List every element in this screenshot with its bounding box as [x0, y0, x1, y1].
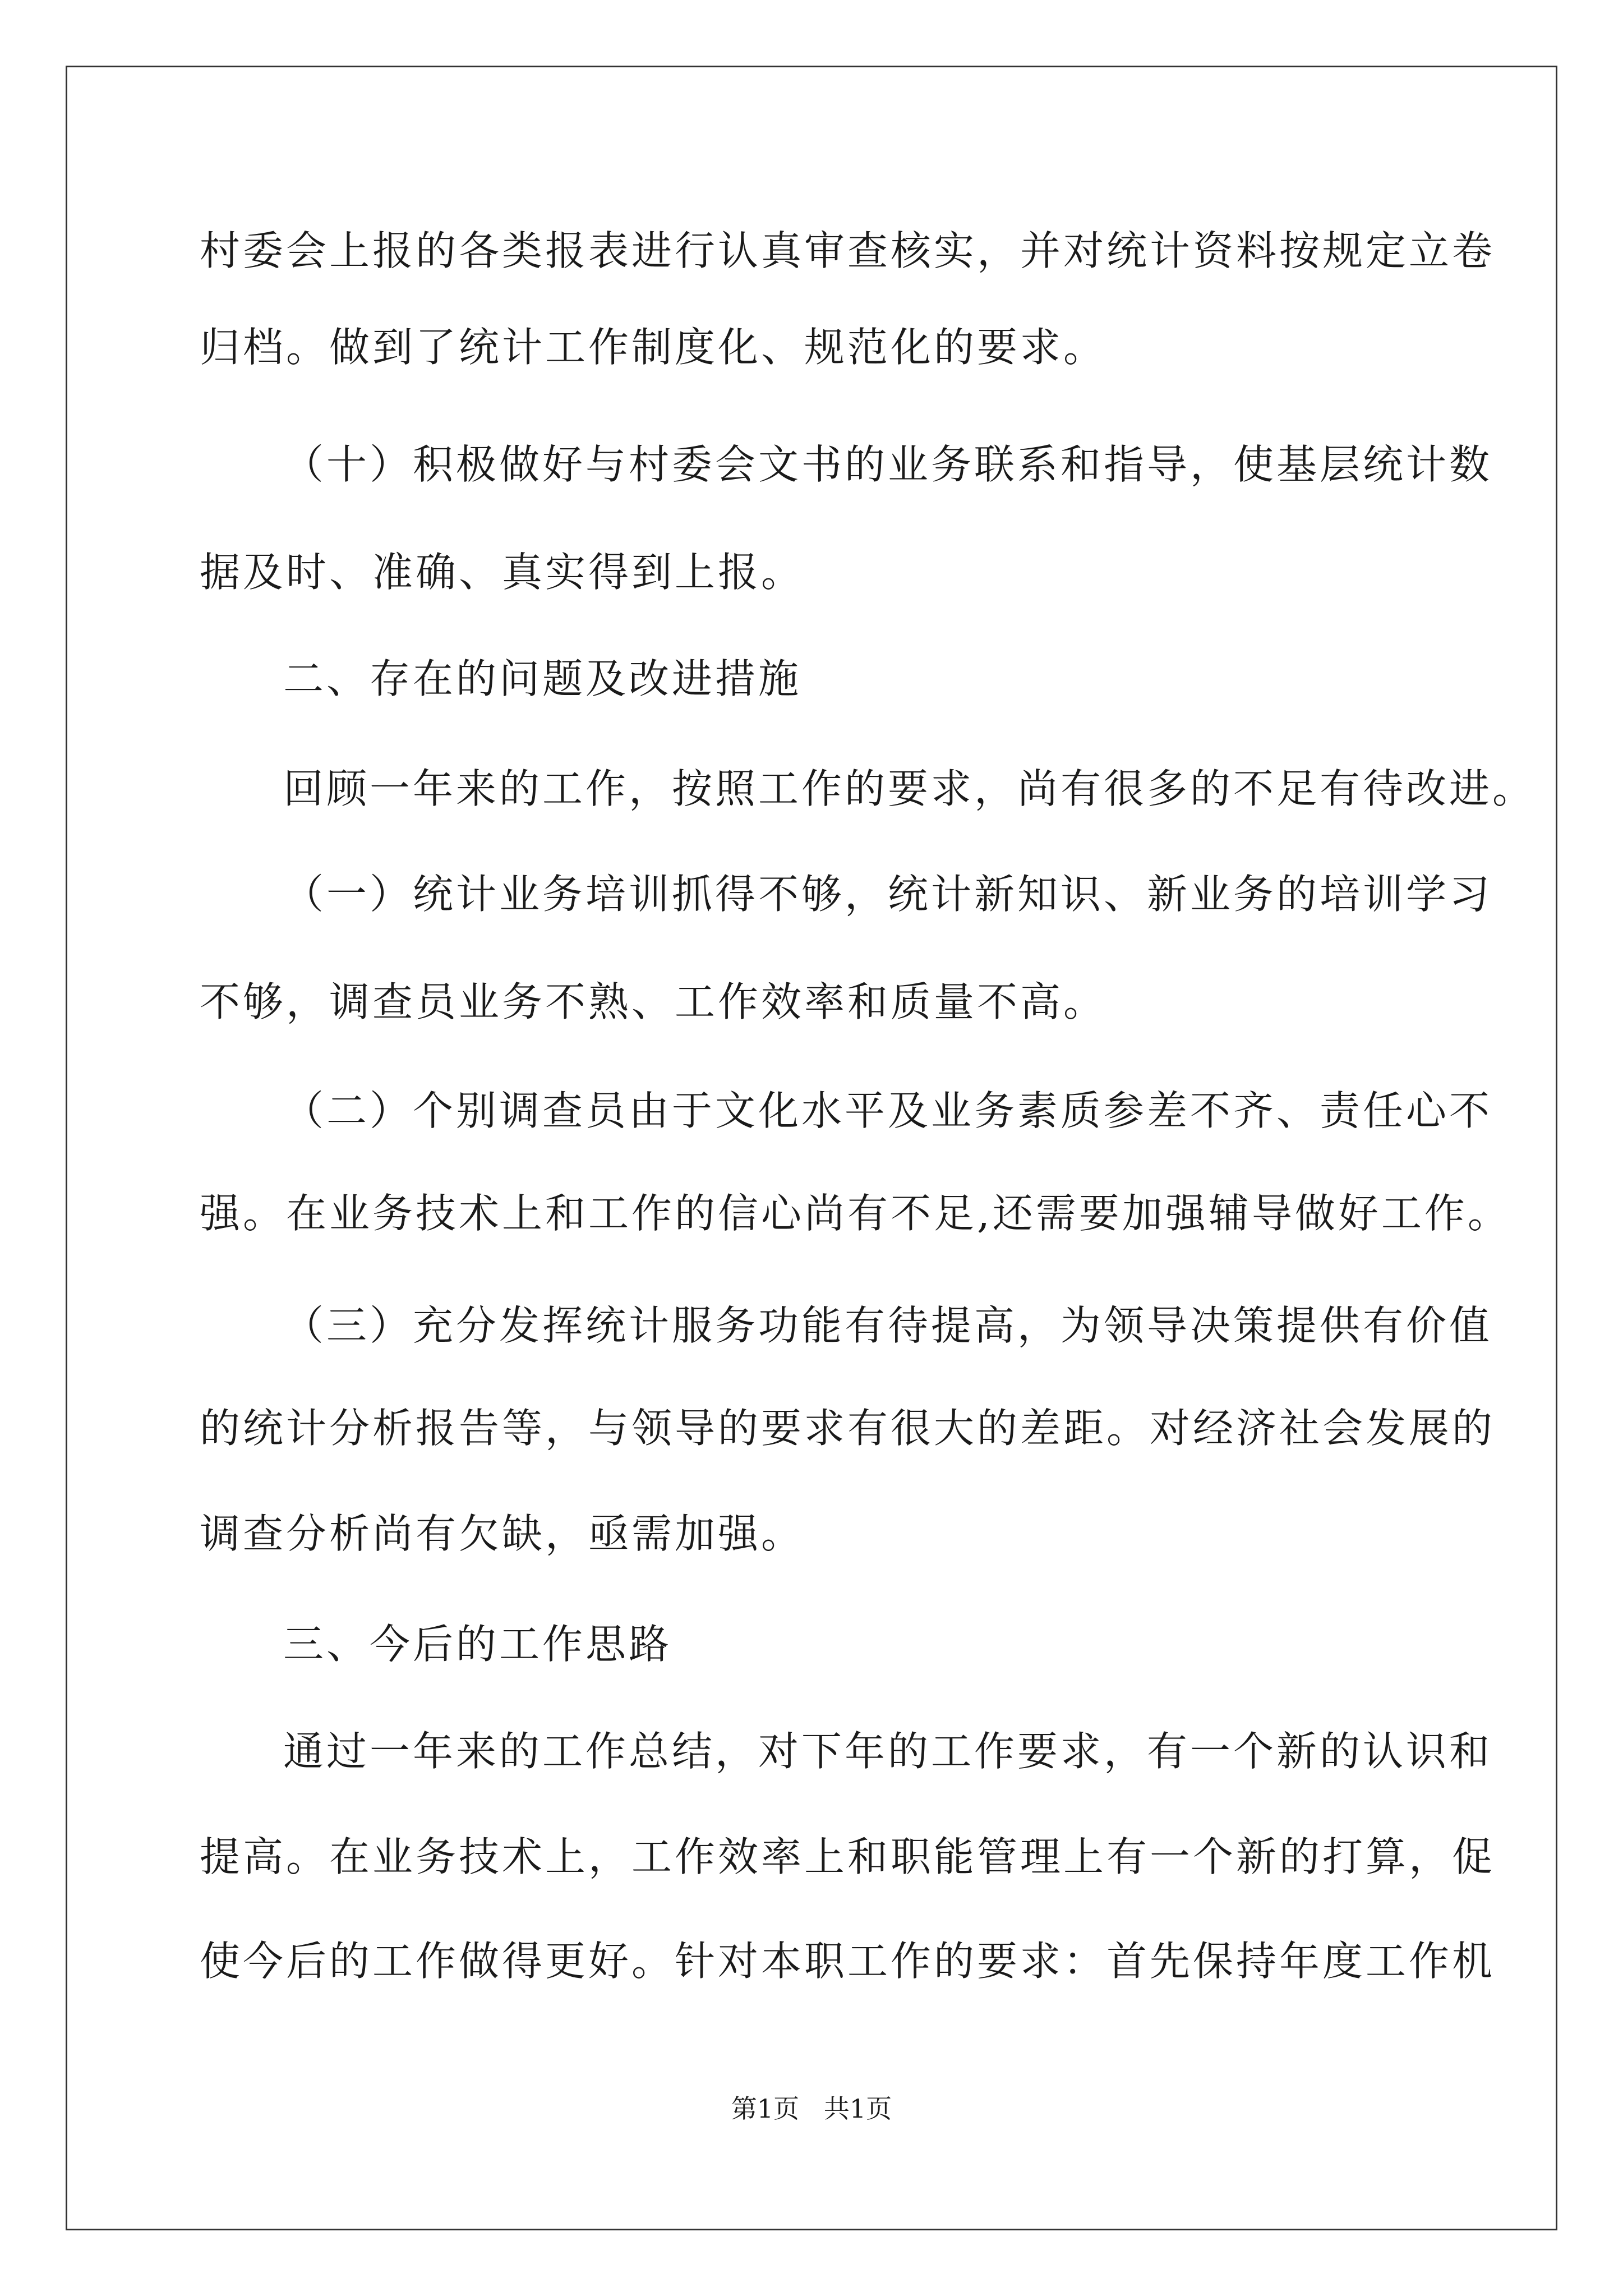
page-footer: 第1页 共1页 [731, 2093, 892, 2124]
paragraph-line: （三）充分发挥统计服务功能有待提高，为领导决策提供有价值 [283, 1302, 1493, 1349]
paragraph-line: （一）统计业务培训抓得不够，统计新知识、新业务的培训学习 [283, 871, 1493, 918]
paragraph-line: 通过一年来的工作总结，对下年的工作要求，有一个新的认识和 [283, 1728, 1493, 1775]
body-line: 据及时、准确、真实得到上报。 [200, 549, 805, 596]
section-heading: 三、今后的工作思路 [283, 1621, 672, 1668]
paragraph-line: 回顾一年来的工作，按照工作的要求，尚有很多的不足有待改进。 [283, 765, 1536, 812]
body-line: 村委会上报的各类报表进行认真审查核实，并对统计资料按规定立卷 [200, 227, 1496, 274]
paragraph-line: （十）积极做好与村委会文书的业务联系和指导，使基层统计数 [283, 441, 1493, 488]
body-line: 强。在业务技术上和工作的信心尚有不足,还需要加强辅导做好工作。 [200, 1190, 1511, 1237]
body-line: 的统计分析报告等，与领导的要求有很大的差距。对经济社会发展的 [200, 1405, 1496, 1452]
body-line: 使今后的工作做得更好。针对本职工作的要求：首先保持年度工作机 [200, 1938, 1496, 1985]
body-line: 提高。在业务技术上，工作效率上和职能管理上有一个新的打算，促 [200, 1833, 1496, 1880]
section-heading: 二、存在的问题及改进措施 [283, 655, 802, 702]
paragraph-line: （二）个别调查员由于文化水平及业务素质参差不齐、责任心不 [283, 1087, 1493, 1134]
body-line: 不够，调查员业务不熟、工作效率和质量不高。 [200, 978, 1107, 1025]
body-line: 调查分析尚有欠缺，亟需加强。 [200, 1510, 805, 1557]
body-line: 归档。做到了统计工作制度化、规范化的要求。 [200, 324, 1107, 371]
page-border [66, 66, 1557, 2230]
